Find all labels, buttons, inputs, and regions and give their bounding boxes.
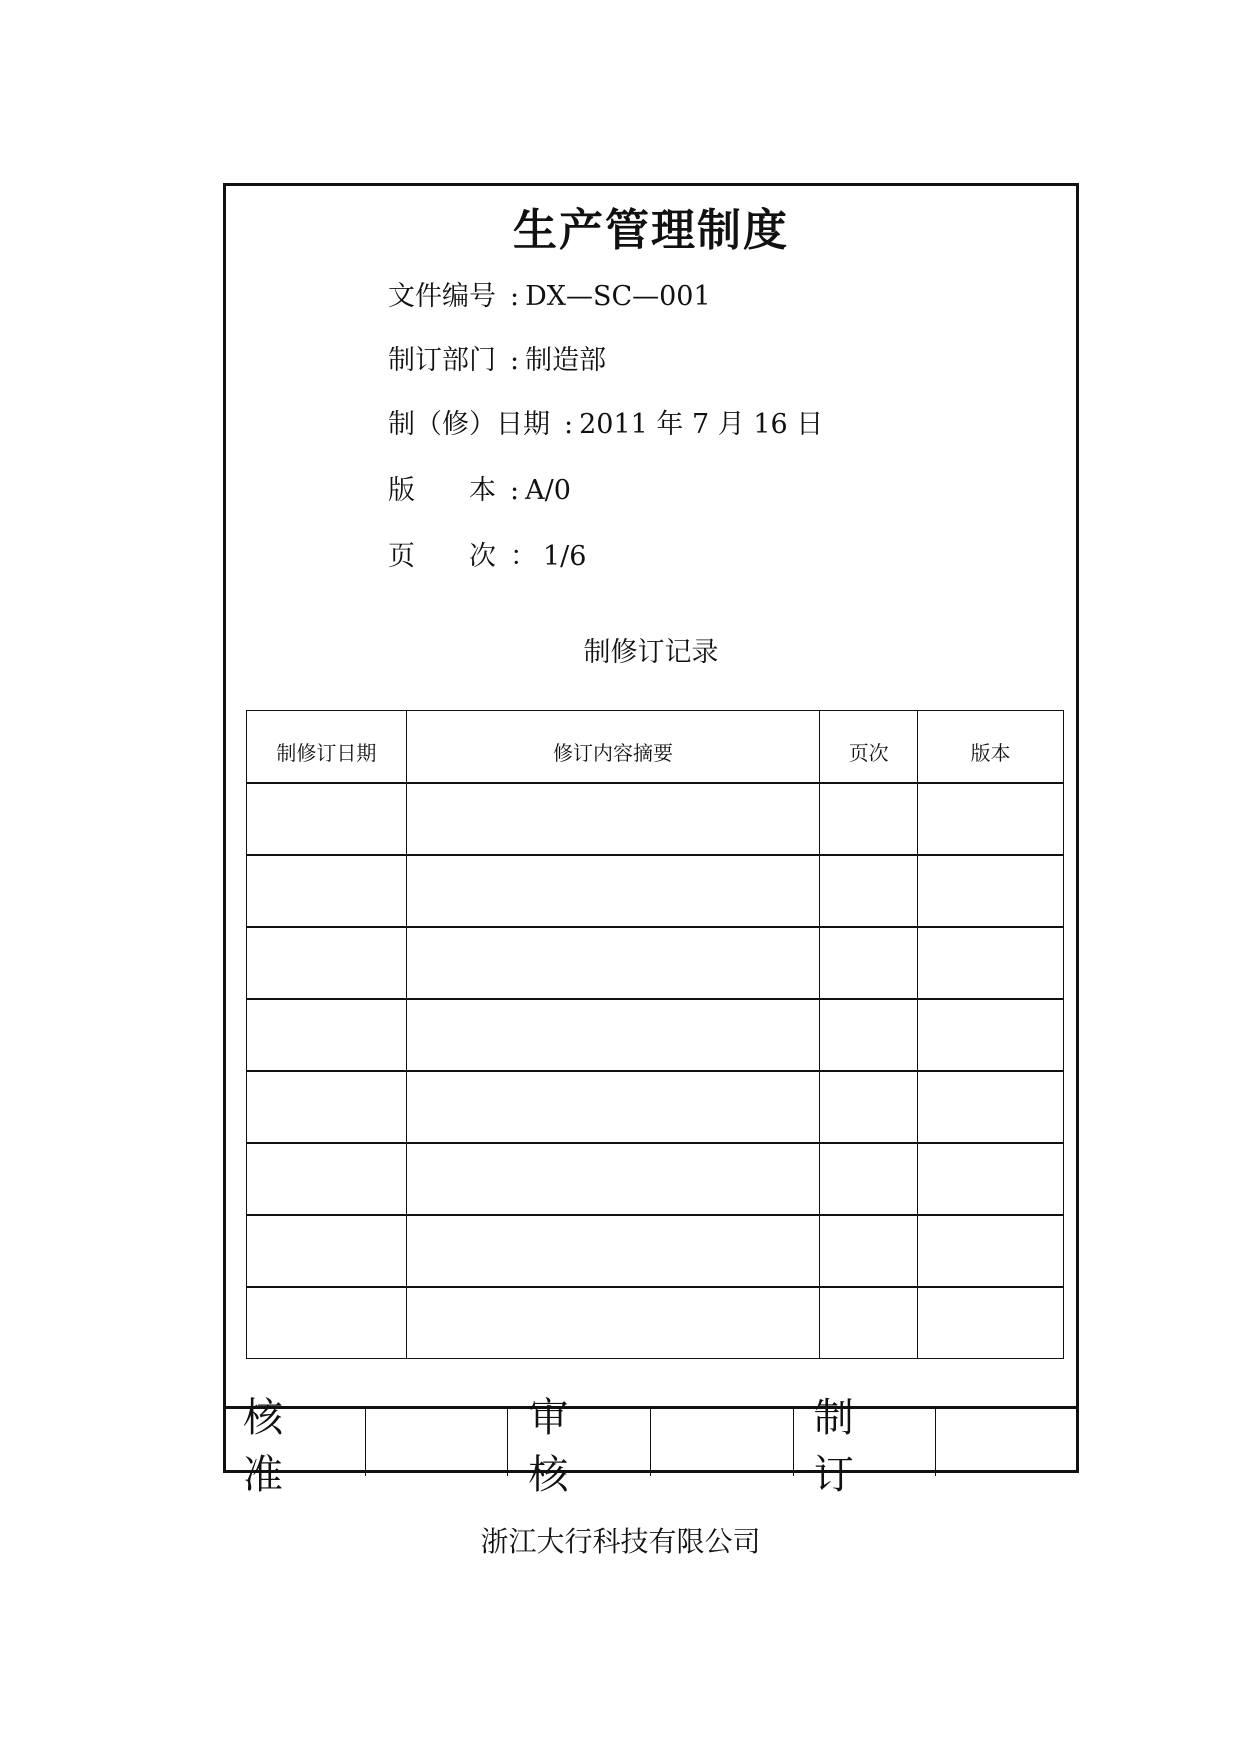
table-cell <box>406 1287 819 1359</box>
table-cell <box>918 1215 1064 1287</box>
table-cell <box>247 855 407 927</box>
info-value: DX—SC—001 <box>525 281 711 312</box>
approve-label: 核准 <box>223 1409 366 1476</box>
info-value: 1/6 <box>543 541 587 572</box>
info-value: 2011 年 7 月 16 日 <box>579 409 824 440</box>
info-department: 制订部门 : 制造部 <box>388 338 606 377</box>
table-cell <box>406 1071 819 1143</box>
info-label: 页 次 <box>388 541 496 572</box>
review-label: 审核 <box>508 1409 651 1476</box>
info-label: 制订部门 <box>388 345 496 376</box>
revision-record-table <box>246 710 1064 1359</box>
table-cell <box>918 783 1064 855</box>
document-frame <box>223 183 1079 1498</box>
draft-field <box>936 1409 1079 1476</box>
column-header-version: 版本 <box>918 711 1064 783</box>
table-cell <box>406 1215 819 1287</box>
table-row <box>247 1287 1064 1359</box>
table-row <box>247 1071 1064 1143</box>
column-header-date: 制修订日期 <box>247 711 407 783</box>
table-row <box>247 855 1064 927</box>
table-row <box>247 999 1064 1071</box>
info-label: 制（修）日期 <box>388 409 550 440</box>
table-cell <box>820 999 918 1071</box>
approve-field <box>366 1409 509 1476</box>
table-cell <box>918 999 1064 1071</box>
table-cell <box>820 1215 918 1287</box>
record-title: 制修订记录 <box>583 637 719 668</box>
info-value: A/0 <box>525 475 571 506</box>
info-date: 制（修）日期 : 2011 年 7 月 16 日 <box>388 402 823 441</box>
table-cell <box>406 783 819 855</box>
footer-company: 浙江大行科技有限公司 <box>480 1525 761 1558</box>
table-cell <box>918 927 1064 999</box>
table-cell <box>820 855 918 927</box>
table-row <box>247 1215 1064 1287</box>
table-header-row <box>247 711 1064 783</box>
table-cell <box>820 1287 918 1359</box>
table-cell <box>247 1215 407 1287</box>
table-cell <box>247 1143 407 1215</box>
info-page: 页 次 ： 1/6 <box>388 534 586 573</box>
table-cell <box>918 855 1064 927</box>
draft-label: 制订 <box>794 1409 937 1476</box>
table-row <box>247 783 1064 855</box>
table-row <box>247 927 1064 999</box>
info-label: 文件编号 <box>388 281 496 312</box>
table-cell <box>820 1071 918 1143</box>
column-header-page: 页次 <box>820 711 918 783</box>
table-cell <box>247 783 407 855</box>
table-cell <box>247 1071 407 1143</box>
table-cell <box>820 783 918 855</box>
table-cell <box>918 1143 1064 1215</box>
table-cell <box>918 1287 1064 1359</box>
info-file-number: 文件编号 : DX—SC—001 <box>388 274 711 313</box>
document-title: 生产管理制度 <box>513 205 789 256</box>
table-cell <box>247 1287 407 1359</box>
table-row <box>247 1143 1064 1215</box>
table-cell <box>406 1143 819 1215</box>
info-value: 制造部 <box>525 345 607 376</box>
column-header-summary: 修订内容摘要 <box>406 711 819 783</box>
table-cell <box>406 855 819 927</box>
table-cell <box>247 999 407 1071</box>
table-cell <box>406 927 819 999</box>
table-cell <box>406 999 819 1071</box>
table-cell <box>820 1143 918 1215</box>
info-version: 版 本 : A/0 <box>388 468 571 507</box>
info-label: 版 本 <box>388 475 496 506</box>
signature-row <box>223 1394 1079 1498</box>
review-field <box>651 1409 794 1476</box>
table-cell <box>918 1071 1064 1143</box>
table-cell <box>247 927 407 999</box>
table-cell <box>820 927 918 999</box>
